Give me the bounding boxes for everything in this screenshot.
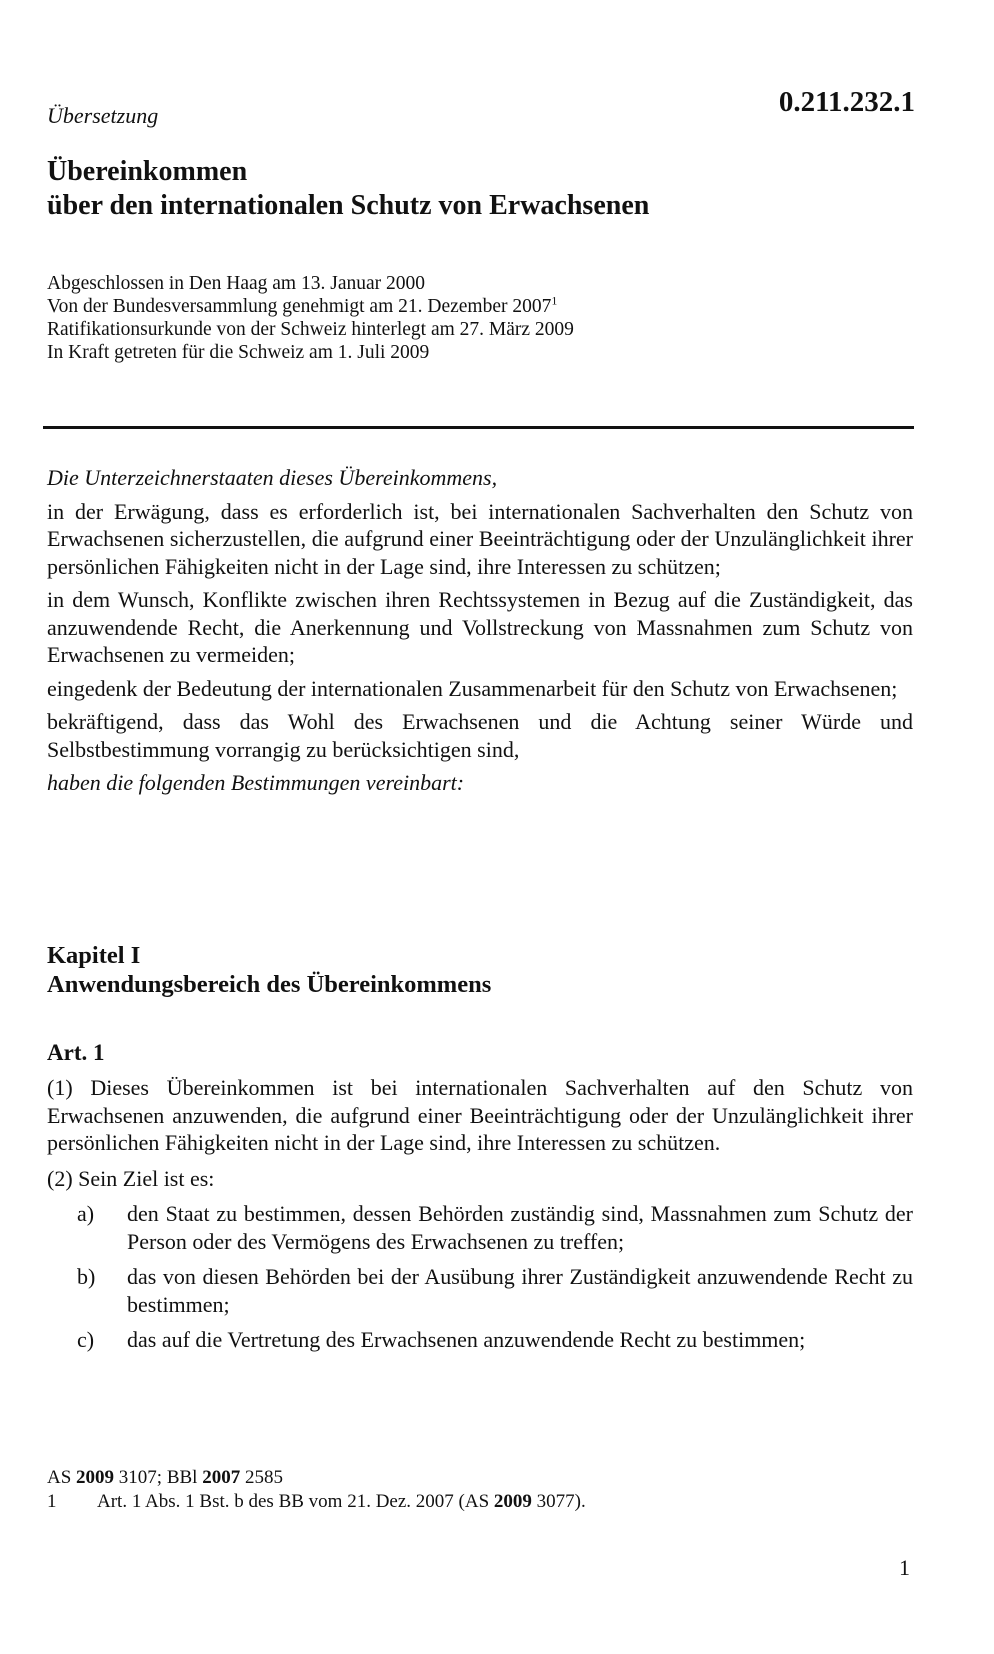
meta-concluded: Abgeschlossen in Den Haag am 13. Januar 2000 [47,273,425,294]
source-reference [47,1466,586,1490]
preamble-closing: haben die folgenden Bestimmungen vereinbart: [47,770,465,795]
document-title [47,155,649,223]
footnote-text-a: Art. 1 Abs. 1 Bst. b des BB vom 21. Dez. 2007 (AS [97,1491,494,1512]
footnote-ref: 1 [551,293,558,308]
meta-approved-text: Von der Bundesversammlung genehmigt am 21. Dezember 2007 [47,296,552,317]
footnote-text [97,1490,586,1514]
preamble-paragraph: in der Erwägung, dass es erforderlich ist, bei internationalen Sachverhalten den Schutz von Erwachsenen sicherzustellen, die aufgrund einer Beeinträchtigung oder der Unzulänglichkeit ihrer persönlichen Fähigkeiten nicht in der Lage sind, ihre Interessen zu schützen; [47,498,913,579]
translation-label: Übersetzung [47,103,159,128]
list-item-letter: b) [77,1264,96,1289]
list-item [47,1200,913,1255]
as-prefix: AS [47,1467,77,1488]
as-year: 2009 [76,1467,115,1488]
article-paragraph-2: (2) Sein Ziel ist es: [47,1165,215,1191]
preamble-paragraph: bekräftigend, dass das Wohl des Erwachsenen und die Achtung seiner Würde und Selbstbestimmung vorrangig zu berücksichtigen sind, [47,709,913,762]
bbl-year: 2007 [202,1467,241,1488]
document-meta [47,272,574,364]
bbl-page: 2585 [240,1467,283,1488]
chapter-title: Anwendungsbereich des Übereinkommens [47,971,492,998]
footnote-year: 2009 [493,1491,532,1512]
separator-rule [43,426,914,429]
list-item [47,1326,913,1354]
page-number: 1 [899,1555,910,1580]
as-page: 3107; BBl [114,1467,203,1488]
list-item-letter: c) [77,1327,95,1352]
chapter-heading [47,941,491,999]
title-line-2: über den internationalen Schutz von Erwachsenen [47,190,650,221]
list-item [47,1263,913,1318]
meta-in-force: In Kraft getreten für die Schweiz am 1. Juli 2009 [47,342,430,363]
list-item-text: das von diesen Behörden bei der Ausübung ihrer Zuständigkeit anzuwendende Recht zu bestimmen; [127,1264,913,1317]
sr-number: 0.211.232.1 [778,86,915,118]
article-body [47,1074,913,1362]
meta-ratification: Ratifikationsurkunde von der Schweiz hinterlegt am 27. März 2009 [47,319,574,340]
list-item-letter: a) [77,1201,95,1226]
article-title: Art. 1 [47,1040,105,1065]
footnote-number: 1 [47,1491,57,1512]
footnote-1 [47,1490,586,1514]
preamble-paragraph: eingedenk der Bedeutung der internationalen Zusammenarbeit für den Schutz von Erwachsenen; [47,675,898,701]
preamble-paragraph: in dem Wunsch, Konflikte zwischen ihren Rechtssystemen in Bezug auf die Zuständigkeit, das anzuwendende Recht, die Anerkennung und Vollstreckung von Massnahmen zum Schutz von Erwachsenen zu vermeiden; [47,587,913,667]
list-item-text: das auf die Vertretung des Erwachsenen anzuwendende Recht zu bestimmen; [127,1327,806,1352]
preamble-intro: Die Unterzeichnerstaaten dieses Übereinkommens, [47,465,498,490]
footnote-text-b: 3077). [531,1491,586,1512]
article-paragraph-1: (1) Dieses Übereinkommen ist bei internationalen Sachverhalten auf den Schutz von Erwachsenen anzuwenden, die aufgrund einer Beeinträchtigung oder der Unzulänglichkeit ihrer persönlichen Fähigkeiten nicht in der Lage sind, ihre Interessen zu schützen. [47,1075,913,1155]
footnotes [47,1466,586,1514]
title-line-1: Übereinkommen [47,156,248,187]
list-item-text: den Staat zu bestimmen, dessen Behörden zuständig sind, Massnahmen zum Schutz der Person oder des Vermögens des Erwachsenen zu treffen; [127,1201,913,1254]
chapter-number: Kapitel I [47,942,141,969]
meta-approved [47,295,574,318]
preamble [47,464,913,797]
